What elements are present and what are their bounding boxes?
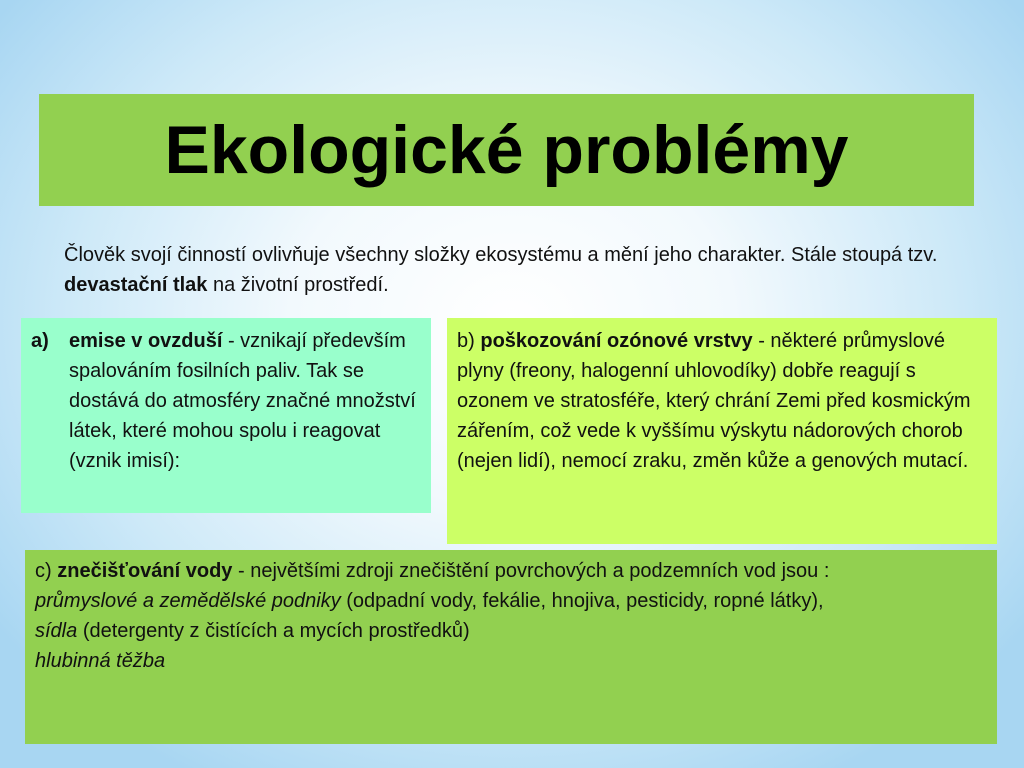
box-c-item-2-text: (detergenty z čistících a mycích prostředků) — [82, 620, 470, 642]
box-c-term: znečišťování vody — [57, 560, 233, 582]
box-emissions — [21, 318, 431, 513]
box-a-term: emise v ovzduší — [69, 330, 223, 352]
box-b-text: - některé průmyslové plyny (freony, halogenní uhlovodíky) dobře reagují s ozonem ve stratosféře, který chrání Zemi před kosmickým zářením, což vede k vyššímu výskytu nádorových chorob (nejen lidí), nemocí zraku, změn kůže a genových mutací. — [457, 330, 971, 472]
intro-text-after: na životní prostředí. — [212, 274, 389, 296]
box-c-marker: c) — [35, 560, 52, 582]
box-ozone — [447, 318, 997, 544]
slide-title: Ekologické problémy — [164, 112, 849, 188]
box-c-item-3-italic: hlubinná těžba — [35, 650, 166, 672]
box-c-item-1 — [35, 586, 987, 616]
box-c-item-1-italic: průmyslové a zemědělské podniky — [35, 590, 341, 612]
box-b-term: poškozování ozónové vrstvy — [480, 330, 753, 352]
intro-text-before: Člověk svojí činností ovlivňuje všechny složky ekosystému a mění jeho charakter. Stále stoupá tzv. — [64, 244, 938, 266]
box-a-text: - vznikají především spalováním fosilních paliv. Tak se dostává do atmosféry značné množství látek, které mohou spolu i reagovat (vznik imisí): — [69, 330, 416, 472]
box-c-line-1 — [35, 556, 987, 586]
box-c-item-3 — [35, 646, 987, 676]
box-b-marker: b) — [457, 330, 475, 352]
box-c-item-2-italic: sídla — [35, 620, 78, 642]
box-c-item-1-text: (odpadní vody, fekálie, hnojiva, pesticidy, ropné látky), — [346, 590, 824, 612]
intro-paragraph — [64, 240, 944, 300]
box-c-item-2 — [35, 616, 987, 646]
intro-bold-term: devastační tlak — [64, 274, 208, 296]
title-box — [39, 94, 974, 206]
box-c-text: - největšími zdroji znečištění povrchových a podzemních vod jsou : — [238, 560, 830, 582]
box-water — [25, 550, 997, 744]
box-a-marker: a) — [31, 330, 49, 352]
